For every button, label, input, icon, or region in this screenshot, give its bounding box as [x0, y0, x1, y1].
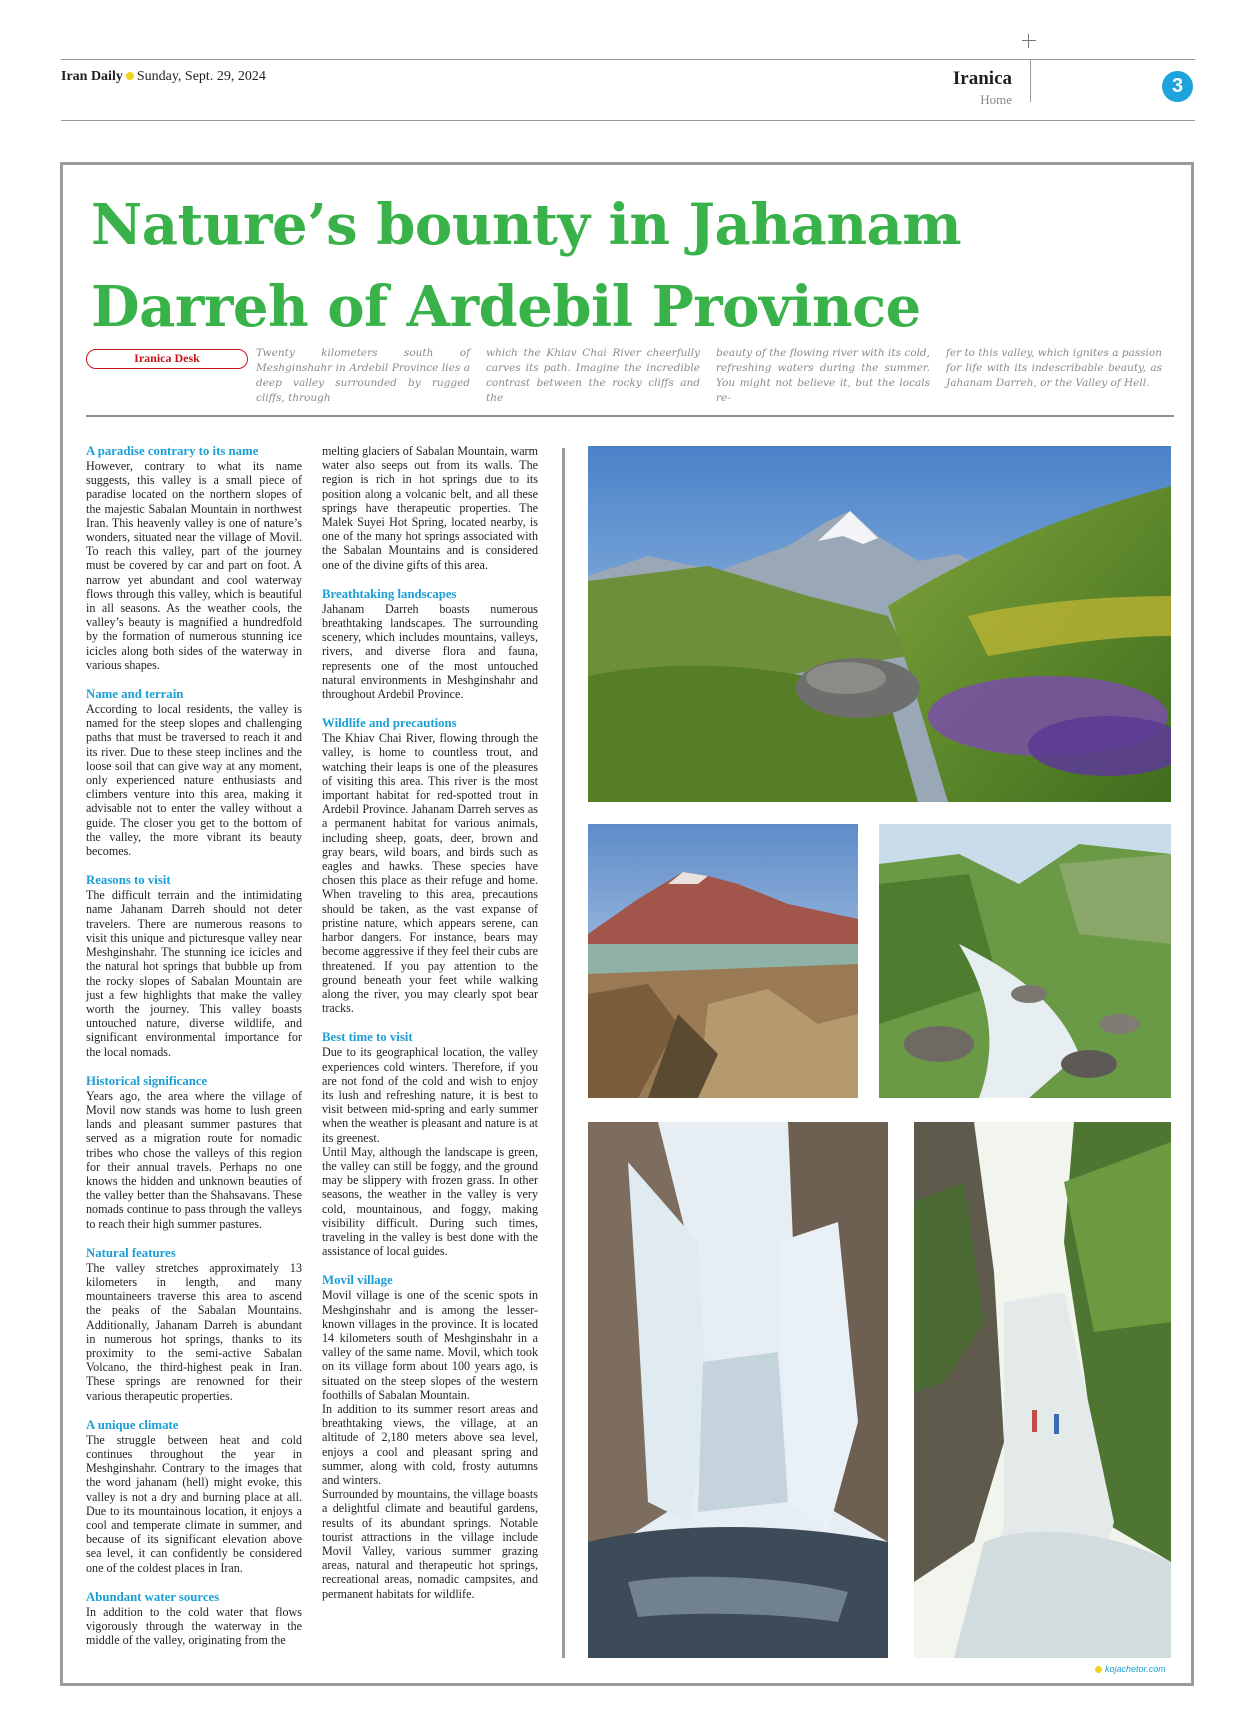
subhead: Abundant water sources: [86, 1589, 220, 1604]
paragraph: According to local residents, the valley is named for the steep slopes and challenging paths that must be traversed to reach it and its river. Due to these steep inclines and the loose soil that can give way at any moment, only experienced nature enthusiasts and climbers venture into this area, making it advisable not to enter the valley without a guide. The closer you get to the bottom of the valley, the more vibrant its beauty becomes.: [86, 702, 302, 859]
lead-column-3: beauty of the flowing river with its cold, refreshing waters during the summer. You might not believe it, but the locals re-: [716, 347, 930, 404]
paragraph: melting glaciers of Sabalan Mountain, warm water also seeps out from its walls. The region is rich in hot springs due to its position along a volcanic belt, and all these springs have therapeutic properties. The Malek Suyei Hot Spring, located nearby, is one of the many hot springs associated with the Sabalan Mountains and is considered one of the divine gifts of this area.: [322, 444, 538, 572]
paragraph: In addition to its summer resort areas and breathtaking views, the village, at an altitude of 2,180 meters above sea level, enjoys a cool and pleasant spring and summer, along with cold, frosty autumns and winters.: [322, 1401, 538, 1487]
lead-divider: [86, 415, 1174, 417]
lead-column-1: Twenty kilometers south of Meshginshahr in Ardebil Province lies a deep valley surrounded by rugged cliffs, through: [256, 347, 470, 404]
paragraph: Due to its geographical location, the valley experiences cold winters. Therefore, if you are not fond of the cold and wish to enjoy its lush and refreshing nature, it is best to visit between mid-spring and early summer when the weather is pleasant and nature is at its greenest.: [322, 1045, 538, 1145]
section-paradise: [86, 444, 302, 672]
subhead: Name and terrain: [86, 687, 184, 702]
text-column-2: [322, 444, 538, 1616]
subhead: Historical significance: [86, 1073, 208, 1088]
paragraph: The valley stretches approximately 13 kilometers in length, and many mountaineers traverse this area to ascend the peaks of the Sabalan Mountains. Additionally, Jahanam Darreh is abundant in numerous hot springs, thanks to its proximity to the semi-active Sabalan Volcano, the third-highest peak in Iran. These springs are renowned for their various therapeutic properties.: [86, 1260, 302, 1403]
subhead: Natural features: [86, 1245, 176, 1260]
subhead: Breathtaking landscapes: [322, 586, 457, 601]
subhead: Best time to visit: [322, 1030, 413, 1045]
separator-dot-icon: [126, 72, 134, 80]
crop-mark: [1022, 34, 1036, 48]
section-movil-village: [322, 1273, 538, 1600]
paragraph: Jahanam Darreh boasts numerous breathtaking landscapes. The surrounding scenery, which includes mountains, valleys, rivers, and diverse flora and fauna, represents one of the most untouched natural environments in Meshginshahr and throughout Ardebil Province.: [322, 601, 538, 702]
page-number-badge: 3: [1162, 71, 1193, 102]
paragraph: The difficult terrain and the intimidating name Jahanam Darreh should not deter travelers. There are numerous reasons to visit this unique and picturesque valley near Meshginshahr. The stunning ice icicles and the natural hot springs that bubble up from the rocky slopes of Sabalan Mountain are just a few highlights that make the valley worth the journey. This valley boasts untouched nature, diverse wildlife, and significant environmental importance for the local nomads.: [86, 888, 302, 1059]
section-natural-features: [86, 1246, 302, 1403]
paragraph: Movil village is one of the scenic spots in Meshginshahr and is among the lesser-known villages in the province. It is located 14 kilometers south of Meshginshahr in a valley of the same name. Movil, which took on its village form about 100 years ago, is situated on the steep slopes of the western foothills of Sabalan Mountain.: [322, 1288, 538, 1402]
photo-credit: [1095, 1664, 1166, 1674]
paragraph: In addition to the cold water that flows vigorously through the waterway in the middle of the valley, originating from the: [86, 1604, 302, 1648]
section-wildlife: [322, 716, 538, 1015]
issue-date: Sunday, Sept. 29, 2024: [136, 69, 266, 84]
section-history: [86, 1074, 302, 1231]
subhead: Wildlife and precautions: [322, 716, 457, 731]
text-column-1: [86, 444, 302, 1662]
paper-name: Iran Daily: [61, 69, 123, 84]
section-label: [930, 68, 1012, 108]
subhead: Movil village: [322, 1273, 393, 1288]
photo-ice-canyon: [588, 1122, 888, 1658]
photo-river-gorge: [914, 1122, 1171, 1658]
paragraph: Surrounded by mountains, the village boasts a delightful climate and beautiful gardens, results of its abundant springs. Notable tourist attractions in the village include Movil Valley, various summer grazing areas, natural and therapeutic hot springs, recreational areas, nomadic campsites, and permanent habitats for wildlife.: [322, 1487, 538, 1601]
paragraph: Years ago, the area where the village of Movil now stands was home to lush green lands and pleasant summer pastures that served as a migration route for nomadic tribes who chose the valleys of this region for their annual travels. Perhaps no one knows the hidden and unknown beauties of the valley better than the Shahsavans. These nomads continue to pass through the valleys to reach their high summer pastures.: [86, 1088, 302, 1231]
column-divider: [562, 448, 565, 1658]
lead-column-4: fer to this valley, which ignites a passion for life with its indescribable beauty, as Jahanam Darreh, or the Valley of Hell.: [946, 347, 1162, 389]
paragraph: Until May, although the landscape is green, the valley can still be foggy, and the ground may be slippery with frozen grass. In other seasons, the weather in the valley is very cold, mountainous, and foggy, making visibility difficult. During such times, traveling in the valley is best done with the assistance of local guides.: [322, 1144, 538, 1259]
paragraph: The Khiav Chai River, flowing through the valley, is home to countless trout, and watching their leaps is one of the pleasures of visiting this area. This river is the most important habitat for red-spotted trout in Ardebil Province. Jahanam Darreh serves as a permanent habitat for various animals, including sheep, goats, deer, brown and gray bears, wild boars, and birds such as eagles and hawks. These species have chosen this place as their refuge and home. When traveling to this area, precautions should be taken, as the vast expanse of pristine nature, which appears serene, can harbor dangers. For instance, bears may become aggressive if they feel their cubs are threatened. If you pay attention to the ground beneath your feet while walking along the river, you may clearly spot bear tracks.: [322, 731, 538, 1016]
masthead-left: [61, 69, 266, 85]
section-landscapes: [322, 587, 538, 701]
paragraph: However, contrary to what its name suggests, this valley is a small piece of paradise located on the northern slopes of the majestic Sabalan Mountain in northwest Iran. This heavenly valley is one of nature’s wonders, situated near the village of Movil. To reach this valley, part of the journey must be covered by car and part on foot. A narrow yet abundant and cool waterway flows through this valley, which is beautiful in all seasons. As the weather cools, the valley’s beauty is magnified a hundredfold by the formation of numerous stunning ice icicles along both sides of the waterway in various shapes.: [86, 459, 302, 672]
subhead: Reasons to visit: [86, 873, 171, 888]
header-divider: [1030, 60, 1031, 102]
header-rule-bottom: [61, 120, 1195, 121]
section-name-terrain: [86, 687, 302, 858]
lead-column-2: which the Khiav Chai River cheerfully carves its path. Imagine the incredible contrast between the rocky cliffs and the: [486, 347, 700, 404]
section-water-continued: [322, 444, 538, 572]
section-name: Iranica: [952, 68, 1012, 89]
credit-dot-icon: [1095, 1666, 1102, 1673]
photo-credit-text: kojachetor.com: [1105, 1664, 1166, 1674]
article-headline: Nature’s bounty in Jahanam Darreh of Ardebil Province: [91, 192, 962, 340]
photo-green-stream: [879, 824, 1171, 1098]
photo-valley-meadow: [588, 446, 1171, 802]
photo-red-mountain: [588, 824, 858, 1098]
section-water: [86, 1590, 302, 1648]
section-best-time: [322, 1030, 538, 1258]
section-reasons: [86, 873, 302, 1058]
section-climate: [86, 1418, 302, 1575]
subhead: A paradise contrary to its name: [86, 444, 259, 458]
desk-badge: Iranica Desk: [86, 349, 248, 369]
paragraph: The struggle between heat and cold continues throughout the year in Meshginshahr. Contrary to the images that the word jahanam (hell) might evoke, this valley is not a dry and burning place at all. Due to its mountainous location, it enjoys a cool and temperate climate in summer, and because of its significant elevation above sea level, it can confidently be considered one of the coldest places in Iran.: [86, 1432, 302, 1575]
subhead: A unique climate: [86, 1417, 179, 1432]
subsection-name: Home: [980, 92, 1012, 107]
header-rule-top: [61, 59, 1195, 60]
